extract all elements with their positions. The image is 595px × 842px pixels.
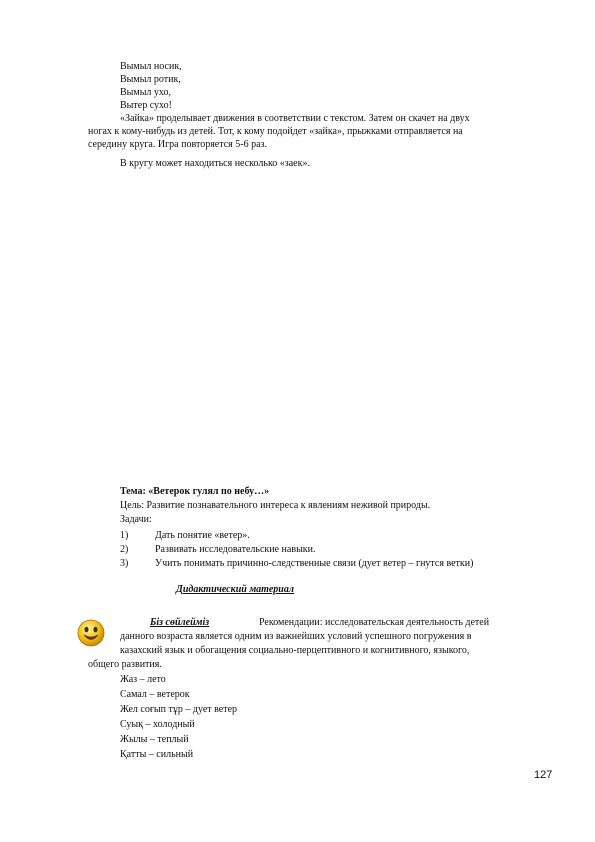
vocabulary-item: Самал – ветерок <box>120 689 190 700</box>
recommendation-line: Рекомендации: исследовательская деятельность детей <box>259 617 490 628</box>
page-number: 127 <box>534 769 553 781</box>
smiley-icon <box>76 618 106 648</box>
recommendation-line: данного возраста является одним из важнейших условий успешного погружения в <box>120 631 472 642</box>
vocabulary-item: Жылы – теплый <box>120 734 189 745</box>
recommendation-heading: Біз сөйлейміз <box>150 617 210 628</box>
task-text: Учить понимать причинно-следственные связи (дует ветер – гнутся ветки) <box>155 558 474 569</box>
task-text: Дать понятие «ветер». <box>155 530 250 541</box>
recommendation-line: казахский язык и обогащения социально-перцептивного и когнитивного, языкого, <box>120 645 470 656</box>
poem-line: Вытер сухо! <box>120 100 172 111</box>
poem-line: Вымыл ротик, <box>120 74 181 85</box>
lesson-goal: Цель: Развитие познавательного интереса к явлениям неживой природы. <box>120 500 431 511</box>
poem-line: Вымыл ухо, <box>120 87 172 98</box>
game-paragraph-line: середину круга. Игра повторяется 5-6 раз. <box>88 139 267 150</box>
task-number: 1) <box>120 530 129 541</box>
task-number: 3) <box>120 558 129 569</box>
task-number: 2) <box>120 544 129 555</box>
lesson-theme: Тема: «Ветерок гулял по небу…» <box>120 486 270 497</box>
vocabulary-item: Қатты – сильный <box>120 749 194 760</box>
vocabulary-item: Суық – холодный <box>120 719 195 730</box>
game-paragraph-line: «Зайка» проделывает движения в соответствии с текстом. Затем он скачет на двух <box>120 113 470 124</box>
poem-line: Вымыл носик, <box>120 61 182 72</box>
game-note: В кругу может находиться несколько «заек». <box>120 158 310 169</box>
vocabulary-item: Жаз – лето <box>120 674 166 685</box>
game-paragraph-line: ногах к кому-нибудь из детей. Тот, к кому подойдет «зайка», прыжками отправляется на <box>88 126 463 137</box>
recommendation-line: общего развития. <box>88 659 162 670</box>
vocabulary-item: Жел соғып тұр – дует ветер <box>120 704 238 715</box>
tasks-label: Задачи: <box>120 514 152 525</box>
task-text: Развивать исследовательские навыки. <box>155 544 316 555</box>
material-title: Дидактический материал <box>176 584 294 595</box>
